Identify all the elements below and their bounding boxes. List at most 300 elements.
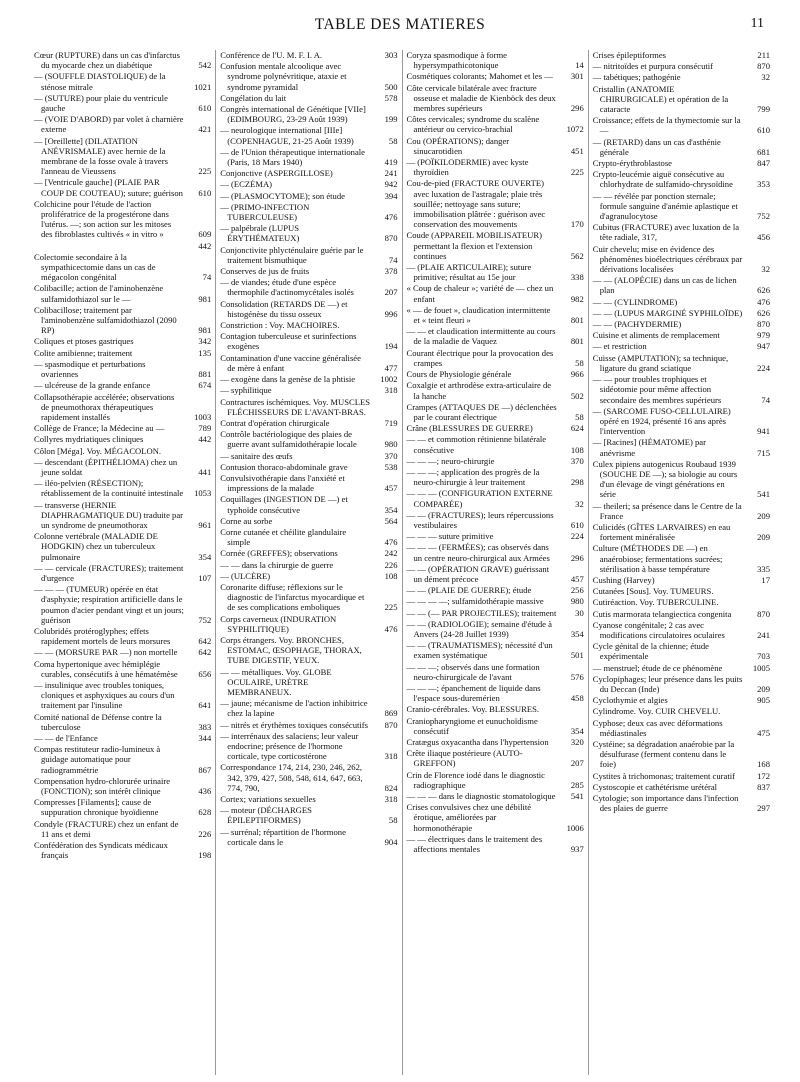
index-entry [220, 266, 397, 276]
index-entry-text: Culicidés (GÎTES LARVAIRES) en eau fortement minéralisée [592, 521, 731, 543]
index-entry [220, 125, 397, 145]
index-entry-page: 241 [757, 629, 770, 640]
index-entry [220, 516, 397, 526]
index-entry [593, 771, 770, 781]
index-entry-page: 74 [202, 272, 212, 283]
index-entry [593, 341, 770, 351]
index-entry-text: — (ULCÈRE) [220, 570, 271, 581]
index-entry-page: 170 [570, 219, 584, 230]
index-entry-text: — — (OPÉRATION GRAVE) guérissant un dément précoce [406, 563, 550, 584]
index-entry [220, 168, 397, 178]
index-entry-text: Crâne (BLESSURES DE GUERRE) [406, 423, 533, 434]
index-entry-text: — — métalliques. Voy. GLOBE OCULAIRE, URÈTRE MEMBRANEUX. [220, 666, 332, 697]
index-entry-page: 681 [757, 146, 770, 157]
index-entry-page: 58 [388, 135, 398, 146]
index-entry-page: 344 [198, 733, 212, 743]
index-entry-page: 562 [570, 250, 584, 261]
index-entry-page: 354 [570, 628, 584, 639]
index-entry [34, 819, 211, 839]
index-entry-page: 870 [384, 719, 398, 730]
index-entry-text: Crises épileptiformes [592, 50, 667, 60]
index-entry-text: Cortex; variations sexuelles [220, 794, 316, 805]
index-entry-text: — — (LUPUS MARGINÉ SYPHILOÏDE) [592, 307, 743, 318]
index-entry [34, 680, 211, 711]
index-entry [34, 336, 211, 346]
index-entry-page: 338 [570, 272, 584, 283]
index-entry-page: 837 [757, 781, 770, 792]
index-entry-page: 58 [388, 815, 398, 826]
index-entry [34, 776, 211, 796]
index-entry-page: 58 [575, 411, 584, 422]
index-entry-text: Coma hypertonique avec hémiplégie curables, consécutifs à une hématémèse [34, 658, 178, 679]
index-entry-page: 58 [575, 357, 584, 368]
index-entry [220, 202, 397, 222]
index-entry-page: 225 [384, 602, 398, 613]
index-entry-text: Crypto-érythroblastose [592, 158, 672, 169]
index-entry-text: Colonne vertébrale (MALADIE DE HODGKIN) chez un tuberculeux pulmonaire [34, 531, 158, 562]
index-entry [407, 305, 584, 325]
index-entry [220, 223, 397, 243]
index-entry-page: 541 [570, 791, 584, 802]
page-title: TABLE DES MATIERES [314, 16, 486, 33]
index-entry [220, 720, 397, 730]
index-entry-text: — — (— PAR PROJECTILES); traitement [406, 607, 557, 618]
page-number: 11 [750, 16, 764, 31]
index-entry-page: 225 [570, 167, 584, 178]
index-entry-text: Côte cervicale bilatérale avec fracture osseuse et maladie de Kienböck des deux membres supérieurs [406, 82, 556, 114]
index-entry-text: — — — dans le diagnostic stomatologique [406, 791, 556, 802]
index-entry-page: 1021 [194, 81, 212, 92]
index-columns [30, 50, 774, 1075]
index-entry [34, 457, 211, 477]
index-entry [220, 93, 397, 103]
index-entry-text: Cystéine; sa dégradation anaérobie par la désulfurase (ferment contenu dans le foie) [592, 739, 735, 770]
index-entry-page: 297 [757, 803, 770, 814]
index-entry-text: Culture (MÉTHODES DE —) en anaérobiose; fermentations sucrées; stérilisation à basse température [592, 543, 723, 574]
index-entry-text: — (VOIE D'ABORD) par volet à charnière externe [34, 114, 184, 135]
index-entry-page: 370 [570, 455, 584, 466]
index-entry [407, 434, 584, 454]
index-entry-page: 937 [570, 844, 584, 855]
index-entry-text: Cratægus oxyacantha dans l'hypertension [406, 737, 549, 747]
index-entry-text: Colectomie secondaire à la sympathicectomie dans un cas de mégacolon congénital [34, 251, 156, 283]
index-entry-page: 501 [570, 650, 584, 661]
index-entry-page: 224 [570, 531, 584, 542]
index-entry-page: 801 [570, 315, 584, 326]
index-entry-text: — palpébrale (LUPUS ÉRYTHÉMATEUX) [220, 223, 300, 244]
index-entry-page: 296 [570, 552, 584, 563]
index-entry-page: 961 [198, 519, 212, 530]
index-entry-text: — jaune; mécanisme de l'action inhibitrice chez la lapine [220, 698, 368, 719]
index-entry [34, 446, 211, 456]
index-entry-page: 32 [761, 264, 770, 275]
index-entry-page: 867 [198, 764, 212, 775]
index-entry-text: — surrénal; répartition de l'hormone corticale dans le [220, 826, 346, 847]
index-entry-text: — — (RADIOLOGIE); semaine d'étude à Anvers (24-28 Juillet 1939) [406, 618, 552, 639]
index-entry-text: — de l'Union thérapeutique internationale (Paris, 18 Mars 1940) [220, 146, 365, 168]
index-entry-text: Crampes (ATTAQUES DE —) déclenchées par le courant électrique [406, 401, 557, 422]
index-entry-page: 578 [384, 92, 398, 103]
index-entry-page: 108 [570, 444, 584, 455]
index-entry [34, 563, 211, 583]
index-entry [407, 326, 584, 346]
index-entry-text: Colibacille; action de l'aminobenzène sulfamidothiazol sur le — [34, 283, 164, 304]
index-entry [220, 473, 397, 493]
index-entry-text: — ulcéreuse de la grande enfance [34, 380, 151, 391]
index-entry-page: 719 [384, 417, 398, 428]
index-entry-text: Colite amibienne; traitement [34, 347, 133, 358]
index-entry [220, 571, 397, 581]
index-entry-text: Crises convulsives chez une débilité érotique, améliorées par hormonothérapie [406, 802, 532, 833]
index-entry-text: Consolidation (RETARDS DE —) et histogénèse du tissu osseux [220, 298, 348, 319]
index-entry [593, 50, 770, 60]
index-entry-page: 541 [757, 489, 770, 500]
index-entry [220, 548, 397, 558]
index-entry [593, 695, 770, 705]
index-entry [220, 353, 397, 373]
index-entry-text: — — — —; sulfamidothérapie massive [406, 596, 544, 607]
index-entry [593, 275, 770, 295]
index-entry-page: 947 [757, 341, 770, 352]
index-entry [407, 542, 584, 562]
index-entry [407, 71, 584, 81]
index-entry [34, 733, 211, 743]
index-entry-text: — (RETARD) dans un cas d'asthénie générale [592, 136, 721, 157]
index-entry [220, 191, 397, 201]
index-entry-text: — spasmodique et perturbations ovariennes [34, 358, 146, 380]
index-entry [34, 305, 211, 336]
index-entry-page: 610 [757, 125, 770, 136]
index-entry-page: 74 [388, 254, 398, 265]
index-entry-page: 135 [198, 347, 212, 358]
index-entry-page: 881 [198, 369, 212, 380]
index-entry [220, 147, 397, 167]
index-entry-text: Colibacillose; traitement par l'aminobenzène sulfamidothiazol (2090 RP) [34, 304, 177, 336]
index-entry-page: 198 [198, 850, 212, 861]
index-entry-text: Coronarite diffuse; réflexions sur le diagnostic de l'infarctus myocardique et de ses complications emboliques [220, 581, 365, 613]
index-entry-text: — (SOUFFLE DIASTOLIQUE) de la sténose mitrale [34, 71, 166, 92]
index-entry-page: 335 [757, 563, 770, 574]
index-entry-page: 354 [570, 725, 584, 736]
index-entry-page: 14 [575, 60, 584, 71]
index-entry-text: — nitrés et érythèmes toxiques consécutifs [220, 719, 368, 730]
index-entry-text: Constriction : Voy. MACHOIRES. [220, 320, 340, 331]
index-entry-text: « Coup de chaleur »; variété de — chez un enfant [406, 283, 554, 304]
index-entry-text: Corne au sorbe [220, 515, 273, 526]
index-entry-text: Convulsivothérapie dans l'anxiété et impressions de la malade [220, 472, 345, 494]
index-entry [220, 667, 397, 698]
index-entry [220, 560, 397, 570]
index-entry-text: Compas restituteur radio-lumineux à guidage automatique pour radiogrammétrie [34, 744, 161, 775]
index-entry-text: Cutanées [Sous]. Voy. TUMEURS. [592, 586, 714, 597]
index-entry [593, 459, 770, 500]
index-entry [220, 397, 397, 417]
index-entry [593, 782, 770, 792]
index-entry-page: 318 [384, 751, 398, 762]
index-entry-text: Collège de France; la Médecine au — [34, 423, 165, 434]
index-entry [407, 230, 584, 261]
index-entry [34, 712, 211, 732]
index-entry [407, 608, 584, 618]
index-entry [593, 72, 770, 82]
index-entry-page: 17 [761, 574, 770, 585]
index-entry-page: 168 [757, 759, 770, 770]
index-entry-text: Coude (APPAREIL MOBILISATEUR) permettant la flexion et l'extension continues [406, 230, 542, 261]
index-entry-text: Cyphose; deux cas avec déformations médiastinales [592, 717, 723, 738]
index-entry-text: Culex pipiens autogenicus Roubaud 1939 (SOUCHE DE —); sa biologie au cours d'un élevage de vingt générations en série [592, 458, 738, 500]
index-entry-text: Cytologie; son importance dans l'infection des plaies de guerre [592, 793, 739, 814]
index-entry-text: Crypto-leucémie aiguë consécutive au chlorhydrate de sulfamido-chrysoïdine [592, 169, 733, 190]
index-entry [593, 84, 770, 115]
index-entry-page: 318 [384, 385, 398, 396]
index-entry [593, 437, 770, 457]
index-entry [34, 93, 211, 113]
index-entry [34, 50, 211, 70]
index-entry-text: Compensation hydro-chlorurée urinaire (FONCTION); son intérêt clinique [34, 775, 171, 797]
index-entry-text: Cornée (GREFFES); observations [220, 548, 338, 559]
index-entry-text: — — —; épanchement de liquide dans l'espace sous-duremérien [406, 682, 541, 704]
index-entry [407, 564, 584, 584]
index-entry-page: 1002 [380, 374, 398, 385]
index-entry-page: 626 [757, 307, 770, 318]
index-entry-text: Contusion thoraco-abdominale grave [220, 461, 348, 472]
index-entry [34, 114, 211, 134]
index-entry [220, 805, 397, 825]
index-entry-page: 981 [198, 293, 212, 304]
index-entry-text: Conserves de jus de fruits [220, 266, 310, 277]
index-entry-page: 609 [198, 229, 212, 240]
index-entry-page: 642 [198, 636, 212, 647]
index-entry-page: 172 [757, 770, 770, 781]
index-entry [220, 331, 397, 351]
index-entry-page: 1072 [566, 124, 584, 135]
index-entry-page: 870 [757, 319, 770, 330]
index-entry-page: 209 [757, 510, 770, 521]
index-entry-page: 226 [198, 828, 212, 839]
index-entry-text: Cuisine et aliments de remplacement [592, 330, 720, 341]
index-entry [593, 330, 770, 340]
index-entry-page: 419 [384, 157, 398, 168]
index-entry-text: — — cervicale (FRACTURES); traitement d'urgence [34, 562, 184, 583]
index-entry-text: Cystoscopie et cathétérisme urétéral [592, 781, 718, 792]
index-entry-text: — (SUTURE) pour plaie du ventricule gauche [34, 92, 168, 114]
index-entry [220, 429, 397, 449]
index-entry [34, 283, 211, 303]
index-entry [593, 353, 770, 373]
index-entry-page: 476 [757, 296, 770, 307]
index-entry [593, 191, 770, 222]
index-entry-page: 1005 [752, 662, 770, 673]
index-entry-text: Condyle (FRACTURE) chez un enfant de 11 ans et demi [34, 818, 179, 839]
index-entry-text: Crin de Florence iodé dans le diagnostic radiographique [406, 769, 545, 790]
index-entry-page: 383 [198, 721, 212, 732]
index-entry [407, 114, 584, 134]
index-entry [220, 299, 397, 319]
index-entry-page: 981 [198, 325, 212, 336]
index-entry-page: 256 [570, 585, 584, 596]
index-entry-page: 502 [570, 390, 584, 401]
index-entry-page: 610 [198, 187, 212, 198]
index-entry-text: — nitritoïdes et purpura consécutif [592, 61, 714, 72]
index-entry-text: — insulinique avec troubles toniques, cloniques et asphyxiques au cours d'un traitement par l'insuline [34, 679, 175, 711]
index-entry [593, 522, 770, 542]
index-entry-page: 421 [198, 124, 212, 135]
index-entry-text: Contractures ischémiques. Voy. MUSCLES FLÉCHISSEURS DE L'AVANT-BRAS. [220, 396, 370, 417]
index-entry [220, 320, 397, 330]
index-entry-page: 211 [757, 50, 770, 60]
index-entry [34, 177, 211, 197]
index-entry-text: Cubitus (FRACTURE) avec luxation de la tête radiale, 317, [592, 222, 740, 243]
index-entry-page: 436 [198, 786, 212, 797]
index-entry [34, 744, 211, 775]
index-entry-page: 296 [570, 103, 584, 114]
index-entry-text: Coryza spasmodique à forme hypersympathicotonique [406, 50, 507, 71]
index-entry [593, 501, 770, 521]
index-entry-page: 194 [384, 341, 398, 352]
index-entry [593, 641, 770, 661]
index-entry [34, 252, 211, 283]
index-entry-text: Correspondance 174, 214, 230, 246, 262, 342, 379, 427, 508, 548, 614, 647, 663, 774, 790, [220, 762, 363, 793]
index-entry [34, 423, 211, 433]
index-entry [407, 716, 584, 736]
index-entry-text: — (POÏKILODERMIE) avec kyste thyroïdien [406, 157, 529, 178]
index-entry [220, 277, 397, 297]
index-entry [407, 770, 584, 790]
index-entry-text: — — (FRACTURES); leurs répercussions vestibulaires [406, 509, 554, 530]
index-entry-text: — et restriction [592, 341, 647, 352]
index-entry [407, 83, 584, 114]
index-entry [407, 585, 584, 595]
index-entry [220, 827, 397, 847]
index-entry [407, 802, 584, 833]
index-entry-text: Cycle génital de la chienne; étude expérimentale [592, 641, 709, 662]
index-entry-text: — (PLAIE ARTICULAIRE); suture primitive; résultat au 15e jour [406, 262, 532, 283]
index-entry-page: 642 [198, 647, 212, 658]
index-entry-text: Cylindrome. Voy. CUIR CHEVELU. [592, 706, 721, 717]
index-entry-page: 626 [757, 285, 770, 296]
index-entry-page: 703 [757, 651, 770, 662]
index-entry [407, 283, 584, 303]
index-entry-text: — — (PACHYDERMIE) [592, 319, 682, 330]
index-entry-page: 30 [575, 607, 584, 618]
index-entry-text: Conjonctive (ASPERGILLOSE) [220, 168, 333, 179]
index-entry [34, 531, 211, 562]
index-entry [220, 731, 397, 762]
index-entry-text: — [Racines] (HÉMATOME) par anévrisme [592, 437, 706, 458]
index-entry-text: Conférence de l'U. M. F. I. A. [220, 50, 323, 60]
index-entry [593, 586, 770, 596]
index-entry-text: — — — suture primitive [406, 531, 494, 542]
index-entry-text: — — —; application des progrès de la neuro-chirurgie à leur traitement [406, 466, 540, 488]
index-entry-text: Cyclopiphages; leur présence dans les puits du Deccan (Inde) [592, 673, 743, 694]
index-entry-page: 610 [198, 103, 212, 114]
index-entry-page: 656 [198, 668, 212, 679]
index-entry-text: — — (CYLINDROME) [592, 296, 678, 307]
index-entry [407, 791, 584, 801]
index-entry [220, 462, 397, 472]
index-entry-text: — — — (TUMEUR) opérée en état d'asphyxie; respiration artificielle dans le poumon d'acier pendant vingt et un jours; guérison [34, 584, 184, 625]
index-entry [407, 737, 584, 747]
index-entry-text: — — (MORSURE PAR —) non mortelle [34, 647, 178, 658]
index-entry [220, 527, 397, 547]
index-entry-page: 477 [384, 362, 398, 373]
index-entry [407, 488, 584, 508]
index-entry-page: 394 [384, 190, 398, 201]
index-entry [34, 478, 211, 498]
index-entry-text: Cystites à trichomonas; traitement curatif [592, 770, 735, 781]
index-entry [407, 596, 584, 606]
index-entry [593, 244, 770, 275]
index-entry [407, 467, 584, 487]
index-entry-text: — — — (CONFIGURATION EXTERNE COMPARÉE) [406, 488, 553, 509]
index-entry [593, 620, 770, 640]
index-entry-page: 475 [757, 727, 770, 738]
index-entry [220, 385, 397, 395]
index-entry-page: 538 [384, 461, 398, 472]
index-entry [593, 706, 770, 716]
index-entry-text: — — dans la chirurgie de guerre [220, 559, 334, 570]
index-entry-page: 442 [198, 240, 212, 251]
index-entry-text: — — révélée par ponction sternale; formule sanguine d'anémie aplastique et d'agranulocytose [592, 190, 738, 222]
index-entry-text: — tabétiques; pathogénie [592, 72, 681, 83]
index-entry-page: 1003 [194, 411, 212, 422]
index-entry [593, 609, 770, 619]
index-entry [593, 597, 770, 607]
index-entry-page: 542 [198, 60, 212, 71]
index-entry [34, 392, 211, 423]
index-entry-page: 32 [575, 498, 584, 509]
index-entry-text: Contagion tuberculeuse et surinfections exogènes [220, 331, 357, 352]
index-entry-text: Cuir chevelu; mise en évidence des phénomènes bioélectriques cérébraux par dérivations localisées [592, 243, 743, 275]
index-entry-page: 318 [384, 794, 398, 805]
index-entry-page: 354 [198, 551, 212, 562]
index-entry [34, 647, 211, 657]
index-entry-page: 207 [384, 287, 398, 298]
index-entry-page: 301 [570, 71, 584, 82]
index-entry-page: 298 [570, 477, 584, 488]
index-entry-text: Congrès international de Génétique [VIIe] (EDIMBOURG, 23-29 Août 1939) [220, 104, 366, 125]
index-entry-page: 107 [198, 572, 212, 583]
index-entry [407, 704, 584, 714]
index-entry [34, 797, 211, 817]
index-entry-page: 1053 [194, 488, 212, 499]
index-entry-page: 353 [757, 179, 770, 190]
index-entry-text: Cuisse (AMPUTATION); sa technique, ligature du grand sciatique [592, 352, 729, 373]
index-entry [407, 748, 584, 768]
index-entry [34, 500, 211, 531]
index-entry-page: 209 [757, 532, 770, 543]
index-entry-text: — — (PLAIE DE GUERRE); étude [406, 585, 532, 596]
index-entry [407, 262, 584, 282]
index-entry-page: 199 [384, 114, 398, 125]
index-entry [34, 584, 211, 625]
index-entry [593, 543, 770, 574]
index-entry-text: Congélation du lait [220, 92, 287, 103]
index-entry-text: — — pour troubles trophiques et sidéotomie pour même affection secondaire des membres supérieurs [592, 374, 722, 405]
index-entry-text: Comité national de Défense contre la tuberculose [34, 711, 162, 732]
index-entry-text: Côlon [Méga]. Voy. MÉGACOLON. [34, 445, 162, 456]
index-entry-text: Contrôle bactériologique des plaies de guerre avant sulfamidothérapie locale [220, 429, 357, 450]
index-entry [593, 793, 770, 813]
index-entry-page: 869 [384, 708, 398, 719]
index-entry-text: — — (TRAUMATISMES); nécessité d'un examen systématique [406, 640, 553, 661]
index-entry-text: — theileri; sa présence dans le Centre de la France [592, 500, 742, 521]
index-entry-page: 225 [198, 166, 212, 177]
index-entry [34, 71, 211, 91]
index-entry [34, 626, 211, 646]
index-entry [593, 158, 770, 168]
index-entry [593, 674, 770, 694]
